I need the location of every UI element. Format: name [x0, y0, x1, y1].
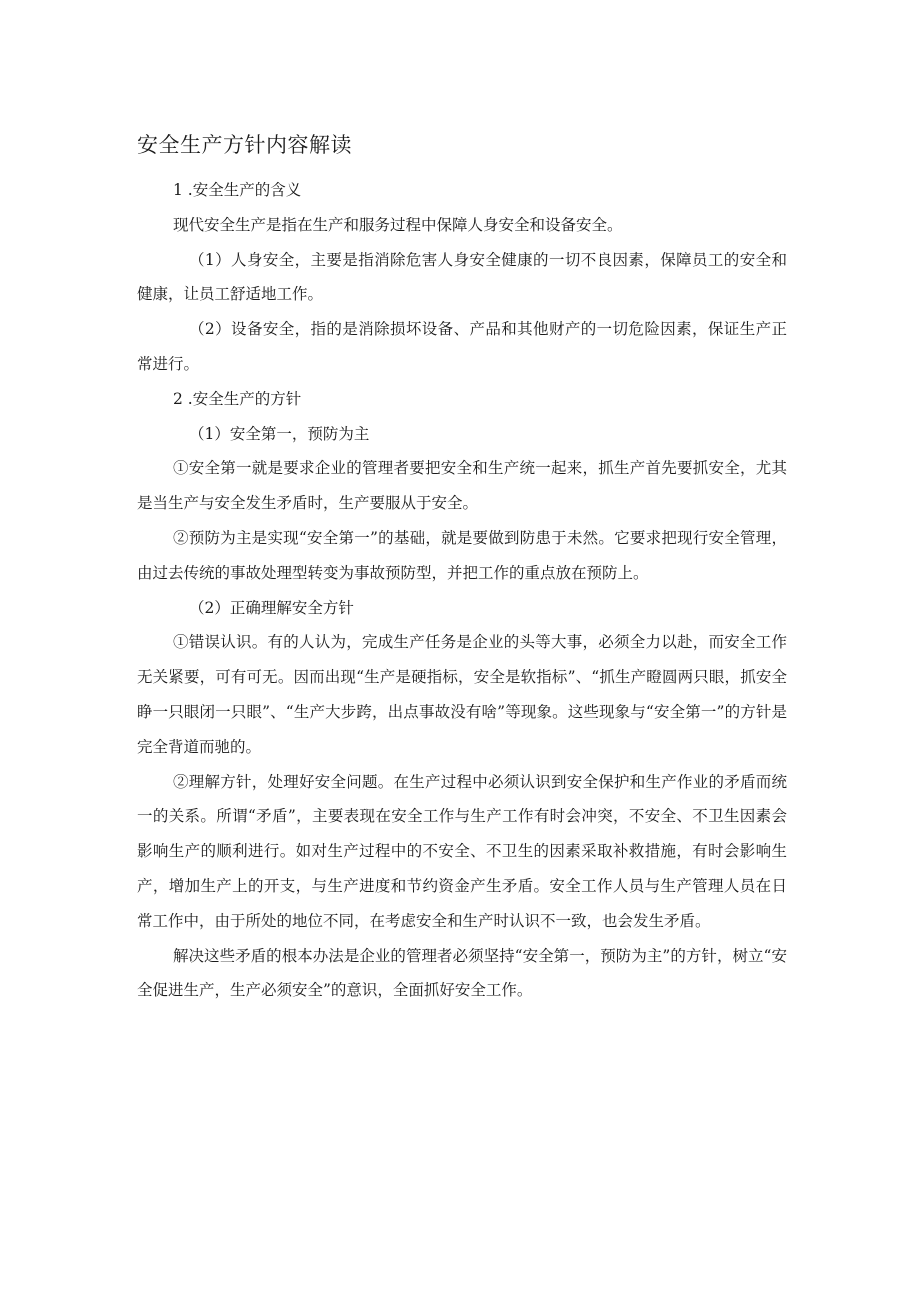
subheading-understanding: （2）正确理解安全方针: [189, 598, 354, 617]
paragraph-equipment-safety: （2）设备安全，指的是消除损坏设备、产品和其他财产的一切危险因素，保证生产正常进行。: [137, 320, 787, 373]
document-title: 安全生产方针内容解读: [137, 133, 352, 157]
paragraph-resolution: 解决这些矛盾的根本办法是企业的管理者必须坚持“安全第一，预防为主”的方针，树立“安全促进生产，生产必须安全”的意识，全面抓好安全工作。: [137, 946, 787, 1000]
document-body: [137, 173, 787, 1008]
section-heading-meaning: 1 .安全生产的含义: [173, 181, 302, 199]
paragraph-understanding-policy: ②理解方针，处理好安全问题。在生产过程中必须认识到安全保护和生产作业的矛盾而统一的关系。所谓“矛盾”，主要表现在安全工作与生产工作有时会冲突，不安全、不卫生因素会影响生产的顺利进行。如对生产过程中的不安全、不卫生的因素采取补救措施，有时会影响生产，增加生产上的开支，与生产进度和节约资金产生矛盾。安全工作人员与生产管理人员在日常工作中，由于所处的地位不同，在考虑安全和生产时认识不一致，也会发生矛盾。: [137, 772, 787, 930]
paragraph-personal-safety: （1）人身安全，主要是指消除危害人身安全健康的一切不良因素，保障员工的安全和健康，让员工舒适地工作。: [137, 250, 787, 304]
paragraph-safety-first: ①安全第一就是要求企业的管理者要把安全和生产统一起来，抓生产首先要抓安全，尤其是当生产与安全发生矛盾时，生产要服从于安全。: [137, 459, 787, 513]
paragraph-misconception: ①错误认识。有的人认为，完成生产任务是企业的头等大事，必须全力以赴，而安全工作无关紧要，可有可无。因而出现“生产是硬指标，安全是软指标”、“抓生产瞪圆两只眼，抓安全睁一只眼闭一只眼”、“生产大步跨，出点事故没有啥”等现象。这些现象与“安全第一”的方针是完全背道而驰的。: [137, 633, 787, 756]
paragraph-prevention: ②预防为主是实现“安全第一”的基础，就是要做到防患于未然。它要求把现行安全管理，由过去传统的事故处理型转变为事故预防型，并把工作的重点放在预防上。: [137, 528, 787, 582]
paragraph-definition: 现代安全生产是指在生产和服务过程中保障人身安全和设备安全。: [173, 215, 623, 234]
subheading-safety-first: （1）安全第一，预防为主: [189, 424, 370, 443]
section-heading-policy: 2 .安全生产的方针: [173, 389, 302, 408]
